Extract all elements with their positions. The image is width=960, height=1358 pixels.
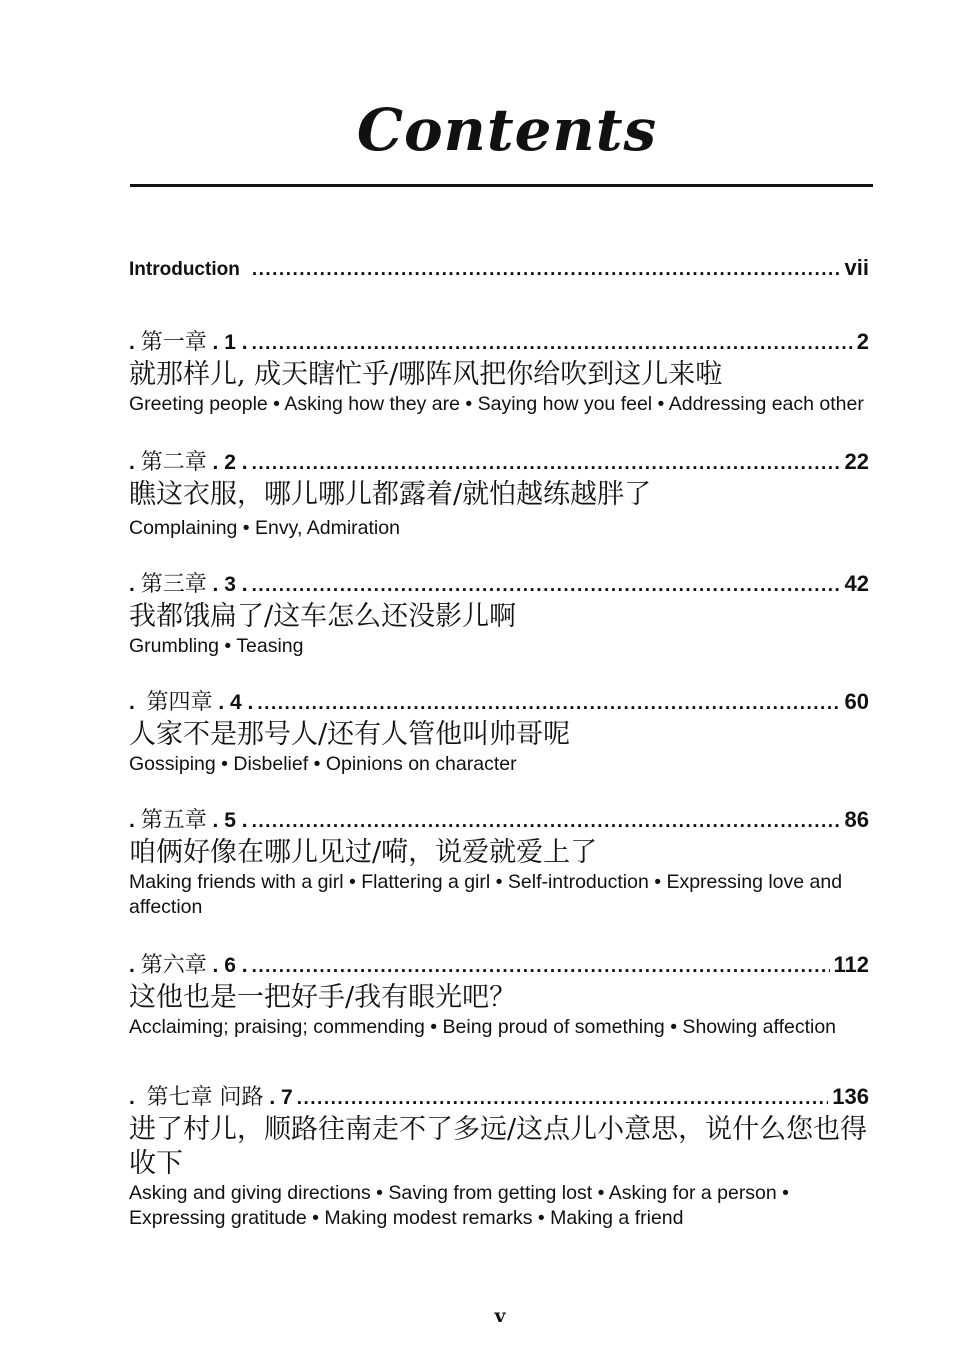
dot-leader: [252, 575, 841, 597]
dot-leader: [297, 1088, 829, 1110]
toc-entry-chapter-3[interactable]: [129, 567, 869, 659]
dot-leader: [257, 693, 840, 715]
chapter-topics: Grumbling • Teasing: [129, 635, 304, 657]
chapter-chinese-title: 进了村儿，顺路往南走不了多远/这点儿小意思，说什么您也得收下: [129, 1114, 868, 1179]
page-ref: 22: [844, 449, 869, 474]
page-title: Contents: [356, 96, 658, 164]
chapter-heading: . 第二章 . 2 .: [129, 450, 248, 475]
toc-entry-chapter-1[interactable]: [129, 325, 869, 417]
page-ref: 60: [844, 689, 869, 714]
chapter-topics: Making friends with a girl • Flattering a girl • Self-introduction • Expressing love and affection: [129, 871, 843, 918]
dot-leader: [252, 956, 830, 978]
entry-label: Introduction: [129, 259, 240, 280]
title-divider: [130, 184, 873, 187]
chapter-chinese-title: 咱俩好像在哪儿见过/嗬，说爱就爱上了: [129, 837, 598, 868]
page-ref: 2: [856, 329, 869, 354]
chapter-heading: . 第一章 . 1 .: [129, 330, 248, 355]
chapter-heading: . 第七章 问路 . 7: [129, 1085, 293, 1110]
chapter-chinese-title: 人家不是那号人/还有人管他叫帅哥呢: [129, 719, 571, 750]
page-ref: 136: [832, 1084, 869, 1109]
chapter-chinese-title: 这他也是一把好手/我有眼光吧？: [129, 982, 517, 1013]
page-ref: 42: [844, 571, 869, 596]
chapter-topics: Gossiping • Disbelief • Opinions on character: [129, 753, 517, 775]
table-of-contents: [129, 255, 869, 1231]
chapter-heading: . 第四章 . 4 .: [129, 690, 254, 715]
page-ref: 86: [844, 807, 869, 832]
chapter-heading: . 第三章 . 3 .: [129, 572, 248, 597]
page-ref: 112: [833, 952, 869, 977]
chapter-chinese-title: 我都饿扁了/这车怎么还没影儿啊: [129, 601, 517, 632]
toc-entry-chapter-6[interactable]: [129, 948, 869, 1040]
toc-entry-chapter-2[interactable]: [129, 445, 869, 541]
dot-leader: [252, 333, 853, 355]
dot-leader: [252, 811, 841, 833]
chapter-topics: Complaining • Envy, Admiration: [129, 517, 400, 539]
toc-entry-chapter-5[interactable]: [129, 803, 869, 920]
chapter-topics: Greeting people • Asking how they are • Saying how you feel • Addressing each other: [129, 393, 864, 415]
toc-entry-chapter-4[interactable]: [129, 685, 869, 777]
chapter-topics: Acclaiming; praising; commending • Being proud of something • Showing affection: [129, 1016, 837, 1038]
toc-entry-introduction[interactable]: [129, 255, 869, 281]
chapter-heading: . 第五章 . 5 .: [129, 808, 248, 833]
page-ref: vii: [844, 255, 869, 280]
chapter-topics: Asking and giving directions • Saving from getting lost • Asking for a person • Expressing gratitude • Making modest remarks • Making a friend: [129, 1182, 789, 1229]
chapter-chinese-title: 瞧这衣服，哪儿哪儿都露着/就怕越练越胖了: [129, 479, 652, 510]
dot-leader: [252, 259, 841, 281]
toc-entry-chapter-7[interactable]: [129, 1080, 869, 1231]
chapter-heading: . 第六章 . 6 .: [129, 953, 248, 978]
chapter-chinese-title: 就那样儿, 成天瞎忙乎/哪阵风把你给吹到这儿来啦: [129, 359, 723, 390]
page-number: v: [494, 1305, 506, 1327]
dot-leader: [252, 453, 841, 475]
